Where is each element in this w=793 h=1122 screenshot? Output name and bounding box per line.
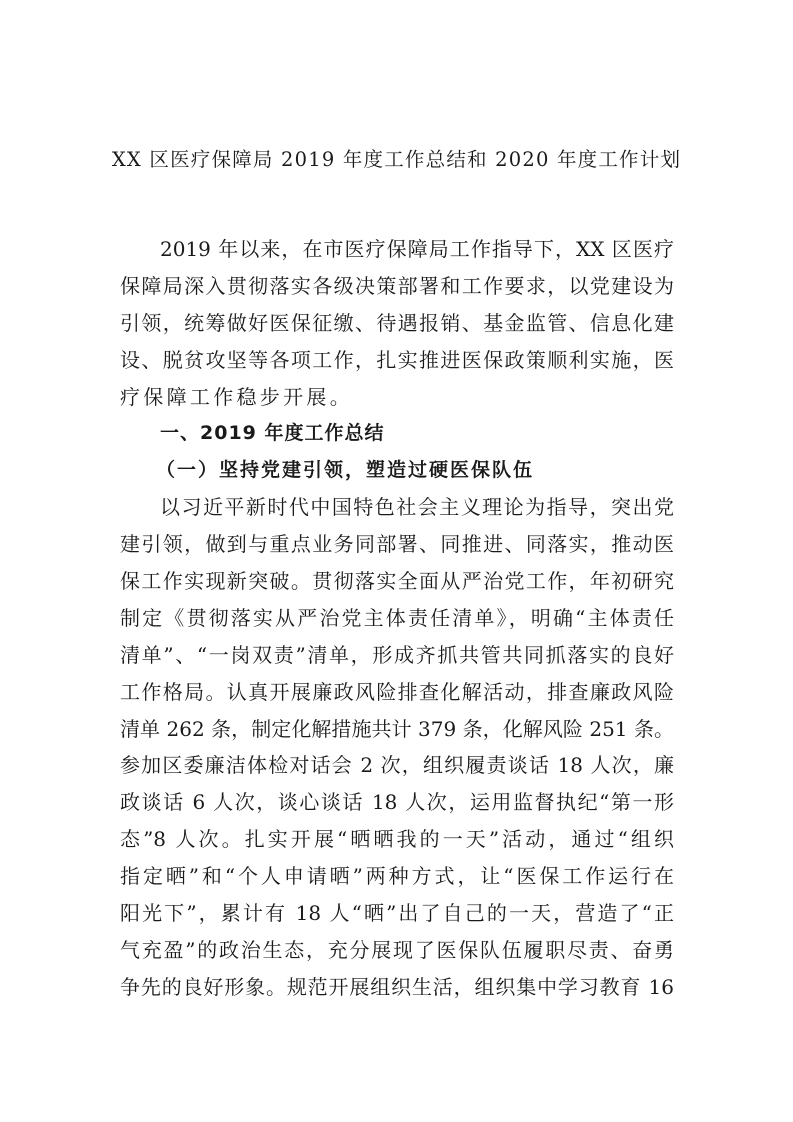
paragraph-line: 指定晒”和“个人申请晒”两种方式，让“医保工作运行在 [120,864,674,889]
paragraph-line: 气充盈”的政治生态，充分展现了医保队伍履职尽责、奋勇 [120,937,674,962]
paragraph-line: 2019 年以来，在市医疗保障局工作指导下，XX 区医疗 [160,237,674,261]
paragraph-line: 设、脱贫攻坚等各项工作，扎实推进医保政策顺利实施，医 [120,347,674,372]
paragraph-line: 阳光下”，累计有 18 人“晒”出了自己的一天，营造了“正 [120,901,674,926]
intro-paragraph [120,231,674,415]
paragraph-line: 清单”、“一岗双责”清单，形成齐抓共管共同抓落实的良好 [120,642,674,667]
paragraph-line: 保障局深入贯彻落实各级决策部署和工作要求，以党建设为 [120,273,674,298]
document-title: XX 区医疗保障局 2019 年度工作总结和 2020 年度工作计划 [111,148,682,171]
paragraph-line: 工作格局。认真开展廉政风险排查化解活动，排查廉政风险 [120,679,674,704]
paragraph-line: 以习近平新时代中国特色社会主义理论为指导，突出党 [160,495,674,520]
subsection-heading: （一）坚持党建引领，塑造过硬医保队伍 [156,459,535,482]
paragraph-line: 争先的良好形象。规范开展组织生活，组织集中学习教育 16 [120,974,674,999]
paragraph-line: 引领，统筹做好医保征缴、待遇报销、基金监管、信息化建 [120,310,674,335]
paragraph-line: 参加区委廉洁体检对话会 2 次，组织履责谈话 18 人次，廉 [120,753,674,778]
document-body [120,231,674,1006]
paragraph-line: 制定《贯彻落实从严治党主体责任清单》，明确“主体责任 [120,605,674,630]
paragraph-line: 保工作实现新突破。贯彻落实全面从严治党工作，年初研究 [120,569,674,594]
subsection-paragraph [120,489,674,1005]
paragraph-line: 疗保障工作稳步开展。 [120,384,353,409]
paragraph-line: 态”8 人次。扎实开展“晒晒我的一天”活动，通过“组织 [120,827,674,852]
section-heading: 一、2019 年度工作总结 [160,422,385,445]
paragraph-line: 建引领，做到与重点业务同部署、同推进、同落实，推动医 [120,532,674,557]
paragraph-line: 清单 262 条，制定化解措施共计 379 条，化解风险 251 条。 [120,716,674,741]
paragraph-line: 政谈话 6 人次，谈心谈话 18 人次，运用监督执纪“第一形 [120,790,674,815]
